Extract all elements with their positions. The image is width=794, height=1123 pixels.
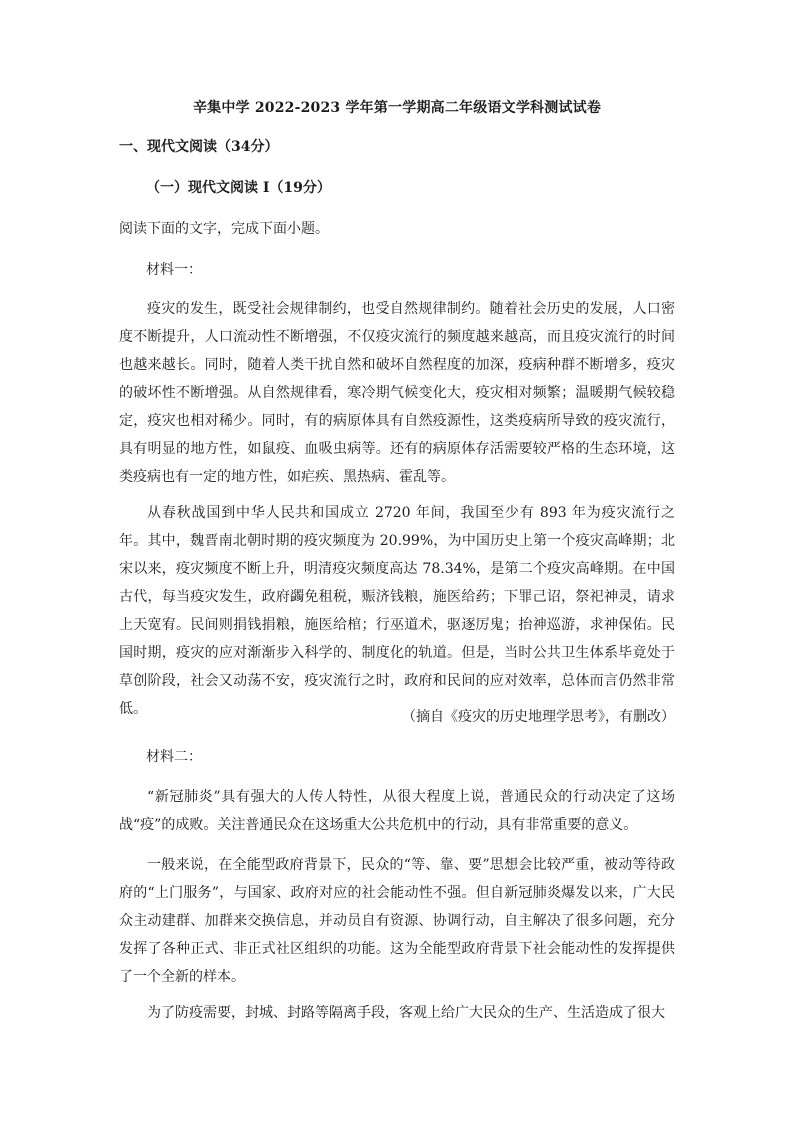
reading-instruction: 阅读下面的文字，完成下面小题。 — [119, 221, 329, 237]
material-two-label: 材料二： — [146, 749, 202, 765]
material-one-label: 材料一： — [146, 262, 202, 278]
section-heading: 一、现代文阅读（34分） — [119, 139, 279, 155]
material-two-paragraph-2: 一般来说，在全能型政府背景下，民众的“等、靠、要”思想会比较严重，被动等待政府的“上门服务”，与国家、政府对应的社会能动性不强。但自新冠肺炎爆发以来，广大民众主动建群、加群来交换信息，并动员自有资源、协调行动，自主解决了很多问题，充分发挥了各种正式、非正式社区组织的功能。这为全能型政府背景下社会能动性的发挥提供了一个全新的样本。 — [119, 857, 675, 985]
material-two-paragraph-3: 为了防疫需要，封城、封路等隔离手段，客观上给广大民众的生产、生活造成了很大 — [147, 1005, 665, 1021]
material-one-paragraph-1: 疫灾的发生，既受社会规律制约，也受自然规律制约。随着社会历史的发展，人口密度不断提升，人口流动性不断增强，不仅疫灾流行的频度越来越高，而且疫灾流行的时间也越来越长。同时，随着人类干扰自然和破坏自然程度的加深，疫病种群不断增多，疫灾的破坏性不断增强。从自然规律看，寒冷期气候变化大，疫灾相对频繁；温暖期气候较稳定，疫灾也相对稀少。同时，有的病原体具有自然疫源性，这类疫病所导致的疫灾流行，具有明显的地方性，如鼠疫、血吸虫病等。还有的病原体存活需要较严格的生态环境，这类疫病也有一定的地方性，如疟疾、黑热病、霍乱等。 — [119, 301, 675, 485]
source-citation: （摘自《疫灾的历史地理学思考》，有删改） — [402, 709, 675, 725]
document-title: 辛集中学 2022-2023 学年第一学期高二年级语文学科测试试卷 — [192, 100, 602, 116]
subsection-heading: （一）现代文阅读 Ⅰ（19分） — [146, 180, 331, 196]
material-one-paragraph-2: 从春秋战国到中华人民共和国成立 2720 年间，我国至少有 893 年为疫灾流行之年。其中，魏晋南北朝时期的疫灾频度为 20.99%，为中国历史上第一个疫灾高峰期；北宋以来，疫灾频度不断上升，明清疫灾频度高达 78.34%，是第二个疫灾高峰期。在中国古代，每当疫灾发生，政府蠲免租税，赈济钱粮，施医给药；下罪己诏，祭祀神灵，请求上天宽宥。民间则捐钱捐粮，施医给棺；行巫道术，驱逐厉鬼；抬神巡游，求神保佑。民国时期，疫灾的应对渐渐步入科学的、制度化的轨道。但是，当时公共卫生体系毕竟处于草创阶段，社会又动荡不安，疫灾流行之时，政府和民间的应对效率，总体而言仍然非常低。 — [119, 505, 675, 717]
material-two-paragraph-1: “新冠肺炎”具有强大的人传人特性，从很大程度上说，普通民众的行动决定了这场战“疫”的成败。关注普通民众在这场重大公共危机中的行动，具有非常重要的意义。 — [119, 789, 675, 833]
